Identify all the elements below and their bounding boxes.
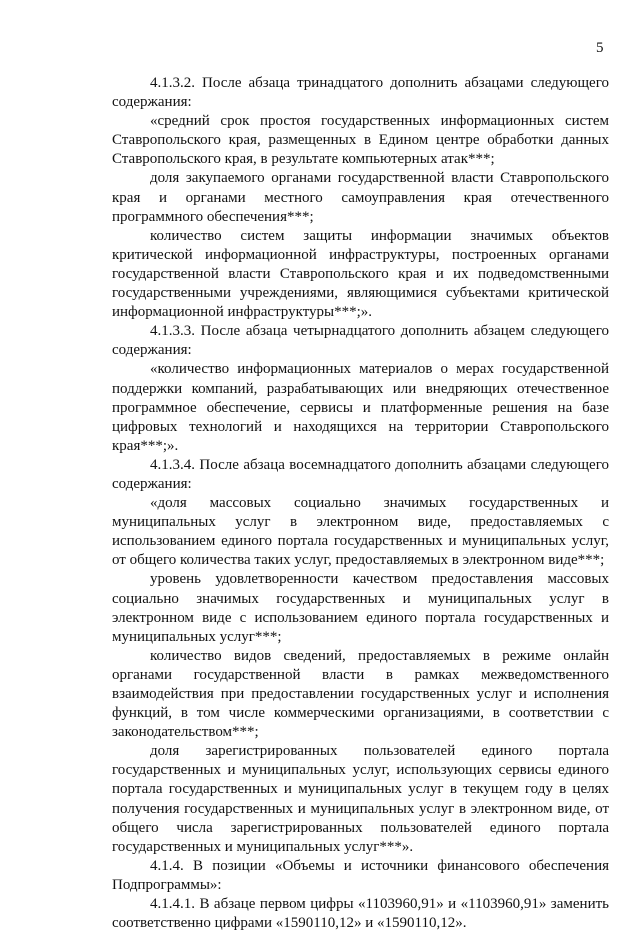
paragraph: 4.1.3.2. После абзаца тринадцатого дополнить абзацами следующего содержания: [112, 75, 609, 111]
paragraph: уровень удовлетворенности качеством предоставления массовых социально значимых государственных и муниципальных услуг в электронном виде с использованием единого портала государственных и муниципальных услуг***; [112, 571, 609, 645]
paragraph: количество видов сведений, предоставляемых в режиме онлайн органами государственной власти в рамках межведомственного взаимодействия при предоставлении государственных услуг и исполнения функций, в том числе коммерческими организациями, в соответствии с законодательством***; [112, 647, 609, 741]
paragraph: доля закупаемого органами государственной власти Ставропольского края и органами местного самоуправления края отечественного программного обеспечения***; [112, 170, 609, 225]
paragraph: количество систем защиты информации значимых объектов критической информационной инфраструктуры, построенных органами государственной власти Ставропольского края и их подведомственными государственными учреждениями, являющимися субъектами критической информационной инфраструктуры***;». [112, 227, 609, 321]
paragraph: «доля массовых социально значимых государственных и муниципальных услуг в электронном виде, предоставляемых с использованием единого портала государственных и муниципальных услуг, от общего количества таких услуг, предоставляемых в электронном виде***; [112, 495, 609, 569]
paragraph: 4.1.3.3. После абзаца четырнадцатого дополнить абзацем следующего содержания: [112, 323, 609, 359]
paragraph: «средний срок простоя государственных информационных систем Ставропольского края, размещенных в Едином центре обработки данных Ставропольского края, в результате компьютерных атак***; [112, 113, 609, 168]
paragraph: 4.1.4. В позиции «Объемы и источники финансового обеспечения Подпрограммы»: [112, 857, 609, 893]
document-body [112, 74, 609, 933]
paragraph: 4.1.3.4. После абзаца восемнадцатого дополнить абзацами следующего содержания: [112, 456, 609, 492]
paragraph: «количество информационных материалов о мерах государственной поддержки компаний, разрабатывающих или внедряющих отечественное программное обеспечение, сервисы и платформенные решения на базе цифровых технологий и находящихся на территории Ставропольского края***;». [112, 361, 609, 454]
paragraph: 4.1.4.1. В абзаце первом цифры «1103960,91» и «1103960,91» заменить соответственно цифрами «1590110,12» и «1590110,12». [112, 896, 609, 932]
paragraph: доля зарегистрированных пользователей единого портала государственных и муниципальных услуг, использующих сервисы единого портала государственных и муниципальных услуг в текущем году в целях получения государственных и муниципальных услуг в электронном виде, от общего числа зарегистрированных пользователей единого портала государственных и муниципальных услуг***». [112, 743, 609, 855]
page-number: 5 [596, 40, 604, 56]
